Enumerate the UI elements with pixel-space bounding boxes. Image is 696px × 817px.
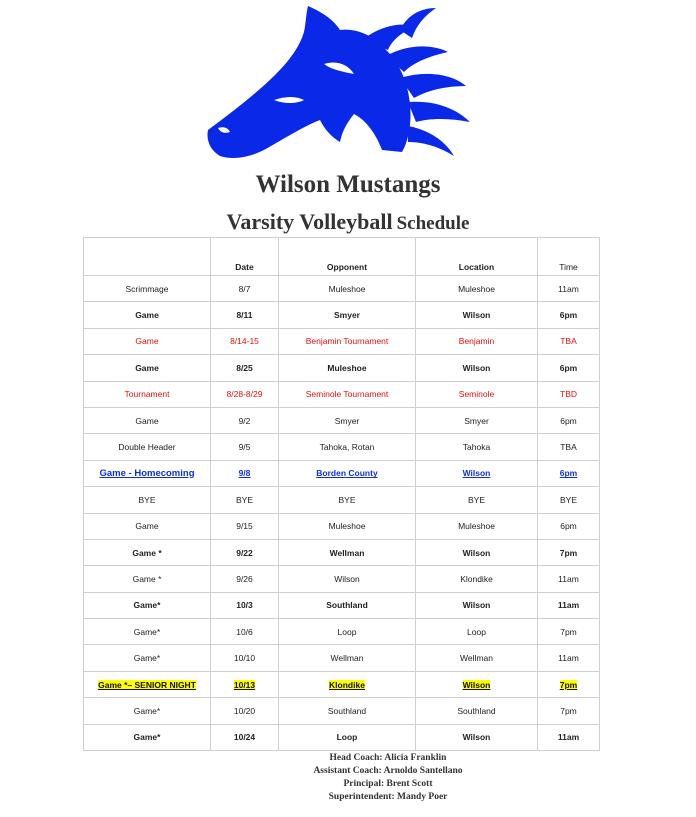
cell-location: Wilson — [416, 724, 538, 750]
cell-event: BYE — [84, 487, 211, 513]
table-row — [84, 566, 600, 592]
cell-event-text: Game *– SENIOR NIGHT — [98, 679, 196, 690]
cell-time-text[interactable]: 6pm — [559, 468, 578, 479]
cell-opponent[interactable] — [279, 460, 416, 486]
cell-date: 8/28-8/29 — [211, 381, 279, 407]
cell-date: 9/15 — [211, 513, 279, 539]
mustang-head-icon — [204, 4, 474, 162]
cell-opponent: Tahoka, Rotan — [279, 434, 416, 460]
cell-date-text: 10/13 — [233, 679, 256, 690]
schedule-table — [83, 237, 600, 751]
cell-date[interactable] — [211, 460, 279, 486]
cell-date: 10/20 — [211, 698, 279, 724]
cell-time: 7pm — [538, 539, 600, 565]
cell-time: 6pm — [538, 302, 600, 328]
table-row — [84, 381, 600, 407]
cell-time: 7pm — [538, 619, 600, 645]
cell-event: Game* — [84, 592, 211, 618]
table-row — [84, 539, 600, 565]
page-title: Wilson Mustangs — [255, 171, 441, 198]
header-cell-time: Time — [538, 238, 600, 276]
cell-time: TBA — [538, 434, 600, 460]
table-row — [84, 645, 600, 671]
table-row — [84, 302, 600, 328]
superintendent: Superintendent: Mandy Poer — [328, 792, 448, 802]
cell-date: 10/6 — [211, 619, 279, 645]
cell-time: 7pm — [538, 698, 600, 724]
principal: Principal: Brent Scott — [343, 779, 433, 789]
cell-date: 9/5 — [211, 434, 279, 460]
cell-opponent: BYE — [279, 487, 416, 513]
table-row — [84, 619, 600, 645]
head-coach: Head Coach: Alicia Franklin — [329, 753, 447, 763]
cell-opponent — [279, 671, 416, 697]
cell-time: 6pm — [538, 407, 600, 433]
cell-time: TBD — [538, 381, 600, 407]
header-cell-opponent: Opponent — [279, 238, 416, 276]
cell-location: Wilson — [416, 592, 538, 618]
table-row — [84, 276, 600, 302]
table-row — [84, 724, 600, 750]
table-row — [84, 671, 600, 697]
cell-opponent: Loop — [279, 724, 416, 750]
cell-opponent: Loop — [279, 619, 416, 645]
cell-time: 6pm — [538, 355, 600, 381]
cell-location: Seminole — [416, 381, 538, 407]
cell-opponent: Wilson — [279, 566, 416, 592]
cell-opponent: Southland — [279, 698, 416, 724]
table-row — [84, 513, 600, 539]
cell-location: Smyer — [416, 407, 538, 433]
cell-time: BYE — [538, 487, 600, 513]
cell-location: Muleshoe — [416, 276, 538, 302]
cell-opponent: Wellman — [279, 645, 416, 671]
cell-event[interactable] — [84, 460, 211, 486]
cell-event: Game* — [84, 698, 211, 724]
header-cell-event — [84, 238, 211, 276]
cell-opponent: Muleshoe — [279, 513, 416, 539]
cell-opponent: Smyer — [279, 302, 416, 328]
cell-date: 10/10 — [211, 645, 279, 671]
table-header-row — [84, 238, 600, 276]
table-row — [84, 434, 600, 460]
table-row — [84, 407, 600, 433]
cell-location: BYE — [416, 487, 538, 513]
table-row — [84, 698, 600, 724]
cell-location: Southland — [416, 698, 538, 724]
cell-time[interactable] — [538, 460, 600, 486]
cell-event — [84, 671, 211, 697]
cell-location: Muleshoe — [416, 513, 538, 539]
credits — [0, 752, 696, 804]
page-subtitle — [0, 209, 696, 235]
cell-date: 9/2 — [211, 407, 279, 433]
cell-date: 8/14-15 — [211, 328, 279, 354]
cell-date: 8/7 — [211, 276, 279, 302]
cell-location-text[interactable]: Wilson — [462, 468, 491, 479]
cell-location: Klondike — [416, 566, 538, 592]
cell-time-text: 7pm — [559, 679, 578, 690]
cell-date: 10/24 — [211, 724, 279, 750]
table-row — [84, 592, 600, 618]
cell-event-text[interactable]: Game - Homecoming — [99, 467, 195, 479]
cell-date: 8/11 — [211, 302, 279, 328]
cell-event: Game — [84, 513, 211, 539]
cell-time: TBA — [538, 328, 600, 354]
cell-event: Double Header — [84, 434, 211, 460]
cell-event: Game * — [84, 566, 211, 592]
cell-date: 9/22 — [211, 539, 279, 565]
cell-location: Tahoka — [416, 434, 538, 460]
cell-event: Game * — [84, 539, 211, 565]
cell-event: Game — [84, 355, 211, 381]
subtitle-main: Varsity Volleyball — [226, 209, 393, 234]
cell-location: Wellman — [416, 645, 538, 671]
cell-time: 11am — [538, 645, 600, 671]
cell-date: BYE — [211, 487, 279, 513]
cell-date: 9/26 — [211, 566, 279, 592]
cell-opponent: Wellman — [279, 539, 416, 565]
cell-location: Benjamin — [416, 328, 538, 354]
cell-location — [416, 671, 538, 697]
cell-location: Wilson — [416, 302, 538, 328]
cell-opponent: Smyer — [279, 407, 416, 433]
cell-time — [538, 671, 600, 697]
table-row — [84, 328, 600, 354]
table-row — [84, 487, 600, 513]
cell-time: 11am — [538, 592, 600, 618]
cell-location-text: Wilson — [462, 679, 491, 690]
table-row — [84, 355, 600, 381]
cell-date: 8/25 — [211, 355, 279, 381]
assistant-coach: Assistant Coach: Arnoldo Santellano — [313, 766, 463, 776]
cell-time: 6pm — [538, 513, 600, 539]
cell-location: Loop — [416, 619, 538, 645]
cell-location: Wilson — [416, 355, 538, 381]
cell-time: 11am — [538, 566, 600, 592]
cell-event: Tournament — [84, 381, 211, 407]
cell-date-text[interactable]: 9/8 — [238, 468, 251, 479]
cell-location: Wilson — [416, 539, 538, 565]
cell-date — [211, 671, 279, 697]
cell-event: Game — [84, 302, 211, 328]
table-row — [84, 460, 600, 486]
cell-date: 10/3 — [211, 592, 279, 618]
cell-opponent: Muleshoe — [279, 355, 416, 381]
cell-event: Game — [84, 407, 211, 433]
cell-opponent-text[interactable]: Borden County — [316, 468, 378, 479]
subtitle-small: Schedule — [396, 213, 470, 234]
cell-opponent: Seminole Tournament — [279, 381, 416, 407]
cell-event: Scrimmage — [84, 276, 211, 302]
header-cell-location: Location — [416, 238, 538, 276]
cell-opponent-text: Klondike — [329, 679, 365, 690]
cell-opponent: Muleshoe — [279, 276, 416, 302]
cell-event: Game* — [84, 619, 211, 645]
cell-location[interactable] — [416, 460, 538, 486]
cell-time: 11am — [538, 276, 600, 302]
cell-opponent: Benjamin Tournament — [279, 328, 416, 354]
cell-opponent: Southland — [279, 592, 416, 618]
cell-event: Game* — [84, 724, 211, 750]
cell-event: Game* — [84, 645, 211, 671]
header-cell-date: Date — [211, 238, 279, 276]
cell-event: Game — [84, 328, 211, 354]
cell-time: 11am — [538, 724, 600, 750]
